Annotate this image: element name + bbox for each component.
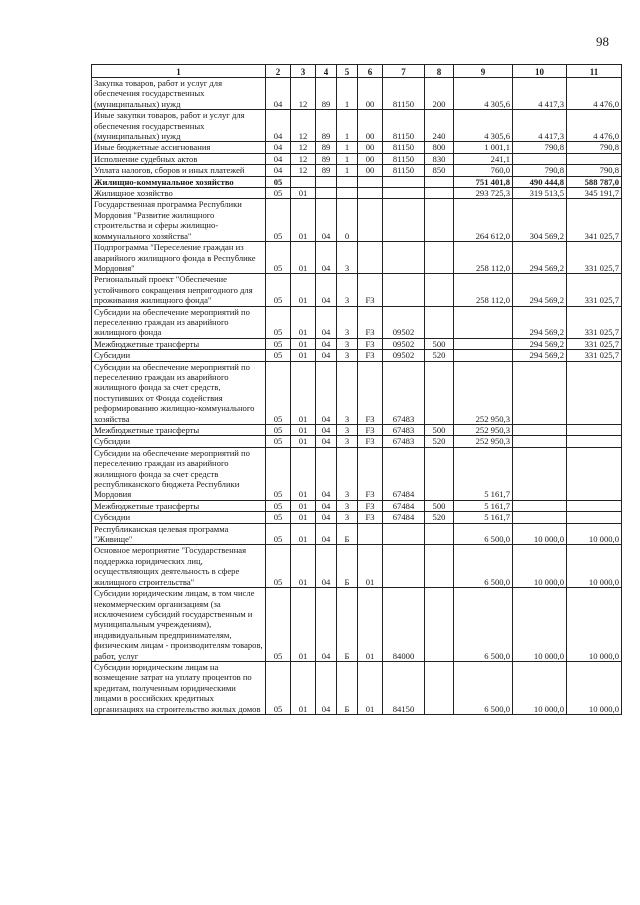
cell-v10: 4 417,3 [513,110,567,142]
cell-name: Жилищное хозяйство [92,188,266,199]
cell-name: Межбюджетные трансферты [92,338,266,349]
cell-c4: 89 [316,153,337,164]
cell-c4: 04 [316,274,337,306]
cell-c6: F3 [358,425,383,436]
cell-c4 [316,176,337,187]
cell-c8 [425,199,454,242]
column-header-10: 10 [513,65,567,78]
cell-c7: 09502 [383,350,425,361]
cell-c2: 05 [266,361,291,424]
cell-c4: 04 [316,588,337,662]
cell-v10: 4 417,3 [513,78,567,110]
cell-name: Межбюджетные трансферты [92,425,266,436]
cell-c8 [425,306,454,338]
cell-c3 [291,176,316,187]
column-header-7: 7 [383,65,425,78]
cell-c2: 04 [266,78,291,110]
cell-v10: 294 569,2 [513,338,567,349]
cell-c3: 01 [291,500,316,511]
cell-c3: 01 [291,199,316,242]
column-header-8: 8 [425,65,454,78]
cell-v10 [513,425,567,436]
table-row [92,78,622,110]
cell-c5: Б [337,523,358,545]
cell-name: Региональный проект "Обеспечение устойчивого сокращения непригодного для проживания жилищного фонда" [92,274,266,306]
cell-v11: 341 025,7 [567,199,622,242]
cell-c5 [337,188,358,199]
cell-v10: 10 000,0 [513,523,567,545]
cell-c3: 01 [291,512,316,523]
cell-name: Государственная программа Республики Мордовия "Развитие жилищного строительства и сферы жилищно-коммунального хозяйства" [92,199,266,242]
cell-c8: 520 [425,512,454,523]
cell-v9: 6 500,0 [454,588,513,662]
table-row [92,110,622,142]
cell-v11: 331 025,7 [567,306,622,338]
cell-c2: 05 [266,199,291,242]
cell-c5: 3 [337,447,358,500]
cell-name: Республиканская целевая программа "Живище" [92,523,266,545]
cell-c5: 0 [337,199,358,242]
cell-v11: 331 025,7 [567,242,622,274]
cell-c3: 01 [291,350,316,361]
column-header-5: 5 [337,65,358,78]
cell-c5: 1 [337,78,358,110]
cell-v9: 252 950,3 [454,361,513,424]
cell-c5: 1 [337,165,358,176]
cell-v11 [567,500,622,511]
table-row [92,588,622,662]
cell-c8: 520 [425,436,454,447]
cell-c8 [425,176,454,187]
cell-v10: 790,8 [513,142,567,153]
cell-c8: 500 [425,425,454,436]
cell-v9 [454,350,513,361]
cell-c3: 01 [291,338,316,349]
cell-c8 [425,274,454,306]
cell-name: Иные бюджетные ассигнования [92,142,266,153]
cell-c6: F3 [358,512,383,523]
cell-c7 [383,176,425,187]
table-row [92,153,622,164]
cell-c3: 12 [291,142,316,153]
cell-v9: 252 950,3 [454,436,513,447]
cell-c6 [358,176,383,187]
cell-c5: 3 [337,512,358,523]
cell-c6: F3 [358,274,383,306]
cell-c6 [358,242,383,274]
cell-c4: 04 [316,306,337,338]
cell-c7: 67483 [383,361,425,424]
cell-c5: 3 [337,425,358,436]
cell-c8 [425,447,454,500]
cell-c4: 04 [316,661,337,714]
cell-c4: 89 [316,110,337,142]
cell-c4: 04 [316,350,337,361]
cell-name: Субсидии на обеспечение мероприятий по переселению граждан из аварийного жилищного фонда за счет средств, поступивших от Фонда содействия реформированию жилищно-коммунального хозяйства [92,361,266,424]
cell-name: Субсидии юридическим лицам на возмещение затрат на уплату процентов по кредитам, полученным юридическими лицами в российских кредитных организациях на строительство жилых домов [92,661,266,714]
cell-v11: 10 000,0 [567,661,622,714]
cell-name: Иные закупки товаров, работ и услуг для обеспечения государственных (муниципальных) нужд [92,110,266,142]
cell-c6: 01 [358,588,383,662]
cell-c2: 05 [266,274,291,306]
cell-c6: 00 [358,78,383,110]
cell-name: Подпрограмма "Переселение граждан из аварийного жилищного фонда в Республике Мордовия" [92,242,266,274]
cell-c6 [358,188,383,199]
cell-c8: 830 [425,153,454,164]
cell-v11 [567,425,622,436]
cell-c2: 05 [266,242,291,274]
cell-v11: 10 000,0 [567,588,622,662]
cell-c7 [383,242,425,274]
column-header-9: 9 [454,65,513,78]
cell-name: Субсидии юридическим лицам, в том числе некоммерческим организациям (за исключением субсидий государственным и муниципальным учреждениям), индивидуальным предпринимателям, физическим лицам - производителям товаров, работ, услуг [92,588,266,662]
cell-v11 [567,447,622,500]
cell-v10: 10 000,0 [513,661,567,714]
cell-c5: 3 [337,306,358,338]
cell-c2: 05 [266,350,291,361]
cell-v10 [513,153,567,164]
cell-v10: 319 513,5 [513,188,567,199]
header-row [92,65,622,78]
cell-v10: 10 000,0 [513,545,567,588]
column-header-6: 6 [358,65,383,78]
cell-c2: 04 [266,165,291,176]
table-row [92,242,622,274]
table-body [92,78,622,715]
cell-c7: 67483 [383,436,425,447]
cell-c7: 84150 [383,661,425,714]
cell-c8 [425,545,454,588]
cell-c2: 05 [266,588,291,662]
table-row [92,545,622,588]
cell-v11 [567,361,622,424]
cell-v10 [513,500,567,511]
cell-c7: 81150 [383,78,425,110]
cell-name: Закупка товаров, работ и услуг для обеспечения государственных (муниципальных) нужд [92,78,266,110]
table-row [92,142,622,153]
cell-name: Жилищно-коммунальное хозяйство [92,176,266,187]
cell-c5: Б [337,545,358,588]
cell-c5 [337,176,358,187]
cell-c2: 05 [266,425,291,436]
cell-c6: 00 [358,153,383,164]
cell-c3: 01 [291,661,316,714]
column-header-11: 11 [567,65,622,78]
cell-c3: 01 [291,274,316,306]
cell-c2: 04 [266,142,291,153]
cell-c4: 04 [316,338,337,349]
cell-c6: F3 [358,338,383,349]
table-row [92,350,622,361]
cell-c6: 01 [358,545,383,588]
cell-name: Субсидии [92,350,266,361]
cell-v9: 751 401,8 [454,176,513,187]
column-header-3: 3 [291,65,316,78]
cell-c4: 04 [316,361,337,424]
cell-v10 [513,512,567,523]
cell-c5: 3 [337,274,358,306]
cell-v9: 6 500,0 [454,661,513,714]
cell-c7: 67483 [383,425,425,436]
cell-c8: 520 [425,350,454,361]
cell-c3: 01 [291,447,316,500]
cell-c5: 3 [337,361,358,424]
cell-v9: 252 950,3 [454,425,513,436]
cell-c5: 3 [337,436,358,447]
cell-c4: 04 [316,523,337,545]
table-row [92,523,622,545]
cell-v11: 790,8 [567,142,622,153]
cell-c3: 12 [291,153,316,164]
cell-c8 [425,661,454,714]
cell-c3: 12 [291,78,316,110]
cell-v9: 6 500,0 [454,523,513,545]
cell-c2: 05 [266,500,291,511]
cell-v10 [513,436,567,447]
cell-c4: 89 [316,165,337,176]
cell-c2: 05 [266,447,291,500]
cell-c6: F3 [358,436,383,447]
cell-c6: 00 [358,110,383,142]
cell-c2: 05 [266,306,291,338]
cell-v9: 264 612,0 [454,199,513,242]
cell-name: Субсидии на обеспечение мероприятий по переселению граждан из аварийного жилищного фонда [92,306,266,338]
cell-v11 [567,153,622,164]
cell-name: Субсидии [92,512,266,523]
cell-v10: 10 000,0 [513,588,567,662]
cell-c8: 240 [425,110,454,142]
cell-c5: 1 [337,153,358,164]
cell-v11: 4 476,0 [567,78,622,110]
table-row [92,165,622,176]
cell-v9: 258 112,0 [454,274,513,306]
table-row [92,199,622,242]
cell-v11 [567,512,622,523]
cell-c5: 1 [337,142,358,153]
table-row [92,338,622,349]
cell-c2: 05 [266,545,291,588]
cell-v9: 293 725,3 [454,188,513,199]
cell-name: Субсидии [92,436,266,447]
cell-v10: 294 569,2 [513,242,567,274]
cell-c7 [383,523,425,545]
cell-v11: 10 000,0 [567,523,622,545]
cell-v10 [513,361,567,424]
cell-v9: 5 161,7 [454,512,513,523]
cell-c8 [425,361,454,424]
cell-v10 [513,447,567,500]
cell-v9: 4 305,6 [454,110,513,142]
cell-name: Исполнение судебных актов [92,153,266,164]
cell-c7: 09502 [383,306,425,338]
cell-c7: 81150 [383,165,425,176]
cell-c4: 04 [316,199,337,242]
cell-c3: 12 [291,110,316,142]
cell-v9: 5 161,7 [454,500,513,511]
cell-c4: 04 [316,500,337,511]
cell-name: Уплата налогов, сборов и иных платежей [92,165,266,176]
cell-name: Основное мероприятие "Государственная поддержка юридических лиц, осуществляющих деятельность в сфере жилищного строительства" [92,545,266,588]
cell-v9 [454,306,513,338]
cell-c6: F3 [358,361,383,424]
cell-name: Субсидии на обеспечение мероприятий по переселению граждан из аварийного жилищного фонда за счет средств республиканского бюджета Республики Мордовия [92,447,266,500]
cell-c7: 81150 [383,142,425,153]
cell-c8: 500 [425,500,454,511]
budget-table [91,64,622,715]
cell-v10: 294 569,2 [513,306,567,338]
cell-name: Межбюджетные трансферты [92,500,266,511]
cell-v11: 10 000,0 [567,545,622,588]
cell-v9 [454,338,513,349]
cell-c5: 1 [337,110,358,142]
cell-c8: 200 [425,78,454,110]
table-row [92,425,622,436]
cell-c4: 04 [316,545,337,588]
column-header-4: 4 [316,65,337,78]
page-number: 98 [596,34,609,49]
cell-c5: 3 [337,338,358,349]
cell-c6: F3 [358,500,383,511]
cell-c3: 01 [291,306,316,338]
cell-c3: 01 [291,188,316,199]
cell-c4: 04 [316,436,337,447]
cell-v11: 331 025,7 [567,350,622,361]
cell-c5: Б [337,661,358,714]
table-row [92,500,622,511]
cell-v11: 331 025,7 [567,338,622,349]
cell-c8 [425,588,454,662]
column-header-2: 2 [266,65,291,78]
cell-c2: 05 [266,176,291,187]
cell-v10: 294 569,2 [513,350,567,361]
cell-c4: 89 [316,78,337,110]
cell-c6: 01 [358,661,383,714]
cell-c7 [383,274,425,306]
table-row [92,306,622,338]
cell-c5: Б [337,588,358,662]
cell-v9: 241,1 [454,153,513,164]
cell-c4: 04 [316,242,337,274]
cell-v9: 5 161,7 [454,447,513,500]
cell-v9: 258 112,0 [454,242,513,274]
cell-c7: 09502 [383,338,425,349]
cell-v10: 790,8 [513,165,567,176]
cell-c6: 00 [358,165,383,176]
cell-c2: 05 [266,436,291,447]
cell-c6: 00 [358,142,383,153]
cell-v9: 6 500,0 [454,545,513,588]
cell-c3: 01 [291,361,316,424]
cell-c8 [425,523,454,545]
cell-c2: 05 [266,338,291,349]
cell-c2: 04 [266,153,291,164]
cell-c7: 84000 [383,588,425,662]
cell-v9: 4 305,6 [454,78,513,110]
cell-c7: 67484 [383,447,425,500]
cell-c6 [358,523,383,545]
cell-c3: 01 [291,588,316,662]
cell-v9: 1 001,1 [454,142,513,153]
cell-c5: 3 [337,350,358,361]
cell-c6: F3 [358,350,383,361]
cell-c6: F3 [358,447,383,500]
cell-c3: 01 [291,436,316,447]
cell-c7: 67484 [383,500,425,511]
table-row [92,512,622,523]
cell-c6 [358,199,383,242]
cell-c8 [425,188,454,199]
cell-c4: 04 [316,512,337,523]
cell-c7 [383,199,425,242]
table-row [92,274,622,306]
cell-c7: 81150 [383,153,425,164]
cell-c2: 05 [266,523,291,545]
cell-c8: 800 [425,142,454,153]
cell-v11: 331 025,7 [567,274,622,306]
cell-v10: 490 444,8 [513,176,567,187]
cell-v11: 345 191,7 [567,188,622,199]
cell-c3: 01 [291,545,316,588]
table-row [92,436,622,447]
cell-c4: 04 [316,425,337,436]
cell-c3: 01 [291,523,316,545]
cell-c6: F3 [358,306,383,338]
cell-c4: 89 [316,142,337,153]
cell-c2: 05 [266,661,291,714]
cell-c3: 01 [291,425,316,436]
cell-v11: 588 787,0 [567,176,622,187]
cell-c2: 04 [266,110,291,142]
cell-c5: 3 [337,500,358,511]
cell-c5: 3 [337,242,358,274]
cell-v10: 294 569,2 [513,274,567,306]
cell-c7 [383,545,425,588]
cell-c3: 01 [291,242,316,274]
table-row [92,361,622,424]
cell-c4 [316,188,337,199]
cell-c7: 67484 [383,512,425,523]
cell-c8 [425,242,454,274]
cell-c7: 81150 [383,110,425,142]
cell-c7 [383,188,425,199]
cell-v10: 304 569,2 [513,199,567,242]
cell-c2: 05 [266,512,291,523]
cell-c8: 850 [425,165,454,176]
cell-c3: 12 [291,165,316,176]
table-row [92,176,622,187]
cell-v11: 4 476,0 [567,110,622,142]
table-row [92,447,622,500]
cell-c8: 500 [425,338,454,349]
cell-c4: 04 [316,447,337,500]
column-header-1: 1 [92,65,266,78]
cell-v9: 760,0 [454,165,513,176]
table-row [92,188,622,199]
cell-v11: 790,8 [567,165,622,176]
cell-c2: 05 [266,188,291,199]
table-row [92,661,622,714]
cell-v11 [567,436,622,447]
